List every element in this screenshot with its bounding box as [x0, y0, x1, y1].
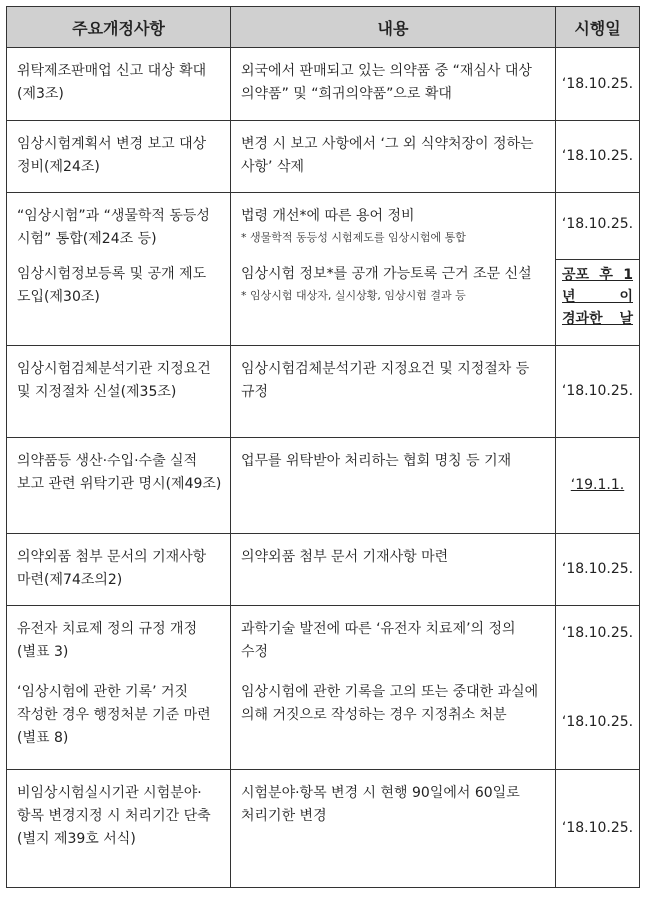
table-row — [7, 769, 640, 887]
table-row — [7, 533, 640, 605]
row-content: 의약외품 첨부 문서 기재사항 마련 — [231, 533, 556, 605]
table-header-row — [7, 7, 640, 48]
row-date-underlined: ‘19.1.1. — [570, 476, 625, 493]
row-item: 의약품등 생산·수입·수출 실적 보고 관련 위탁기관 명시(제49조) — [7, 437, 231, 533]
table-row — [7, 677, 640, 769]
row-item: ‘임상시험에 관한 기록’ 거짓 작성한 경우 행정처분 기준 마련(별표 8) — [7, 677, 231, 769]
row-date-pending: 공포 후 1 년 이 경과한 날 — [562, 266, 633, 327]
table-row — [7, 48, 640, 121]
table-row — [7, 259, 640, 345]
row-date: ‘18.10.25. — [556, 769, 640, 887]
row-item: 의약외품 첨부 문서의 기재사항 마련(제74조의2) — [7, 533, 231, 605]
row-date: ‘18.10.25. — [556, 605, 640, 677]
row-content: 과학기술 발전에 따른 ‘유전자 치료제’의 정의 수정 — [231, 605, 556, 677]
row-content: 임상시험검체분석기관 지정요건 및 지정절차 등 규정 — [231, 345, 556, 437]
row-content: 변경 시 보고 사항에서 ‘그 외 식약처장이 정하는 사항’ 삭제 — [231, 121, 556, 193]
revision-table — [6, 6, 640, 888]
row-date: ‘18.10.25. — [556, 345, 640, 437]
table-row — [7, 605, 640, 677]
row-content: 시험분야·항목 변경 시 현행 90일에서 60일로 처리기한 변경 — [231, 769, 556, 887]
row-date: ‘18.10.25. — [556, 533, 640, 605]
row-date — [556, 259, 640, 345]
header-main-revision: 주요개정사항 — [7, 7, 231, 48]
row-content: 외국에서 판매되고 있는 의약품 중 “재심사 대상 의약품” 및 “희귀의약품”으로 확대 — [231, 48, 556, 121]
row-item: 임상시험정보등록 및 공개 제도 도입(제30조) — [7, 259, 231, 345]
row-item: 유전자 치료제 정의 규정 개정(별표 3) — [7, 605, 231, 677]
row-date: ‘18.10.25. — [556, 677, 640, 769]
revision-table-container — [6, 6, 640, 888]
header-content: 내용 — [231, 7, 556, 48]
row-item: 임상시험검체분석기관 지정요건 및 지정절차 신설(제35조) — [7, 345, 231, 437]
row-content — [231, 193, 556, 260]
table-row — [7, 121, 640, 193]
table-row — [7, 193, 640, 260]
row-content — [231, 259, 556, 345]
row-content: 업무를 위탁받아 처리하는 협회 명칭 등 기재 — [231, 437, 556, 533]
row-item: 비임상시험실시기관 시험분야·항목 변경지정 시 처리기간 단축(별지 제39호 서식) — [7, 769, 231, 887]
row-content: 임상시험에 관한 기록을 고의 또는 중대한 과실에 의해 거짓으로 작성하는 경우 지정취소 처분 — [231, 677, 556, 769]
row-item: “임상시험”과 “생물학적 동등성 시험” 통합(제24조 등) — [7, 193, 231, 260]
table-row — [7, 345, 640, 437]
row-content-text: 임상시험 정보*를 공개 가능토록 근거 조문 신설 — [241, 266, 532, 282]
row-item: 임상시험계획서 변경 보고 대상 정비(제24조) — [7, 121, 231, 193]
row-content-text: 법령 개선*에 따른 용어 정비 — [241, 208, 415, 224]
row-date: ‘18.10.25. — [556, 121, 640, 193]
row-date: ‘18.10.25. — [556, 193, 640, 260]
row-date — [556, 437, 640, 533]
row-item: 위탁제조판매업 신고 대상 확대(제3조) — [7, 48, 231, 121]
table-row — [7, 437, 640, 533]
header-effective-date: 시행일 — [556, 7, 640, 48]
row-date: ‘18.10.25. — [556, 48, 640, 121]
row-content-note: * 임상시험 대상자, 실시상황, 임상시험 결과 등 — [241, 289, 466, 302]
row-content-note: * 생물학적 동등성 시험제도를 임상시험에 통합 — [241, 231, 466, 244]
